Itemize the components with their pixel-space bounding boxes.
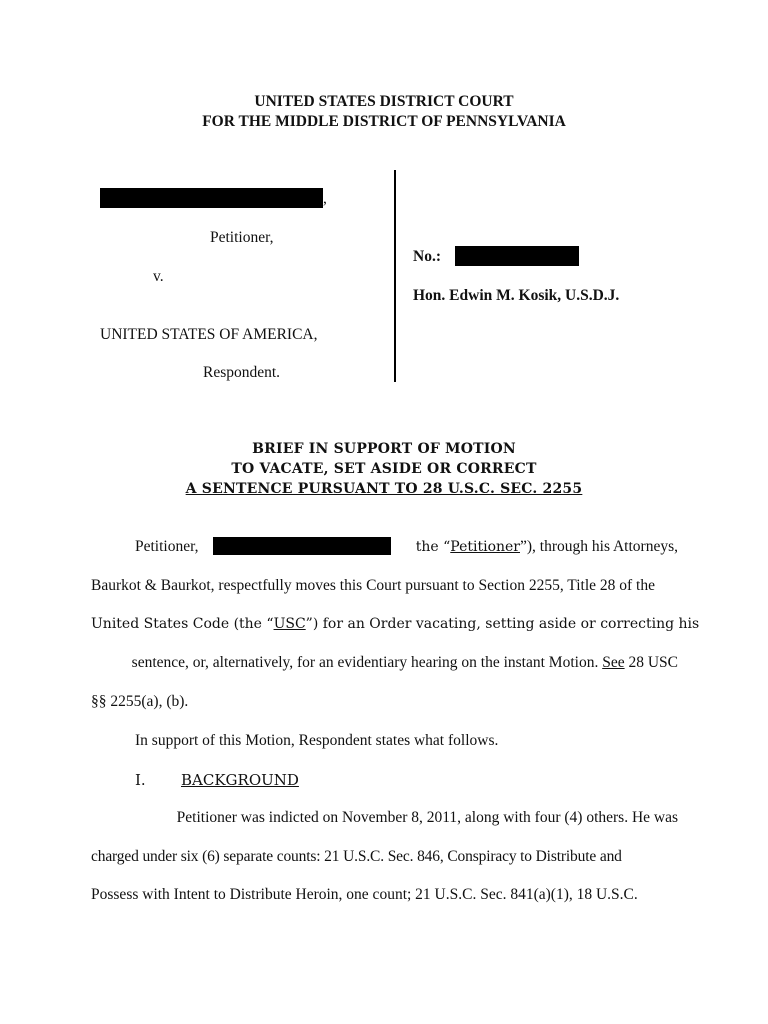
- caption-divider: [394, 170, 396, 382]
- p1-line1-rest: [391, 538, 678, 556]
- brief-title-line3: [0, 481, 768, 497]
- p1-line4-b: 28 USC: [624, 654, 678, 671]
- p1-line3: [91, 616, 700, 632]
- p3-line2: charged under six (6) separate counts: 21 U.S.C. Sec. 846, Conspiracy to Distribute and: [91, 848, 622, 865]
- versus-label: v.: [153, 268, 164, 285]
- p2: In support of this Motion, Respondent states what follows.: [135, 732, 499, 749]
- court-name: UNITED STATES DISTRICT COURT: [254, 93, 514, 110]
- respondent-name: UNITED STATES OF AMERICA,: [100, 326, 318, 343]
- petitioner-label: Petitioner,: [210, 229, 274, 246]
- p3-line1: Petitioner was indicted on November 8, 2011, along with four (4) others. He was: [176, 809, 678, 826]
- see-signal: See: [602, 654, 625, 671]
- case-number-label: No.:: [413, 248, 441, 265]
- usc-definition: USC: [273, 616, 306, 632]
- p1-line3-a-text: United States Code (the “: [91, 616, 274, 632]
- redacted-case-number: [455, 246, 579, 266]
- redacted-petitioner-name: [100, 188, 323, 208]
- p1-petitioner: Petitioner,: [135, 538, 199, 555]
- brief-title-line2: TO VACATE, SET ASIDE OR CORRECT: [231, 461, 537, 477]
- p1-the: the “: [415, 539, 451, 555]
- judge-name: Hon. Edwin M. Kosik, U.S.D.J.: [413, 287, 620, 304]
- brief-title-line1: BRIEF IN SUPPORT OF MOTION: [252, 441, 516, 457]
- p1-line3-a: [91, 616, 699, 632]
- p1-line5: §§ 2255(a), (b).: [91, 693, 189, 710]
- section-heading: BACKGROUND: [181, 771, 299, 789]
- p1-line4-a: sentence, or, alternatively, for an evidentiary hearing on the instant Motion.: [131, 654, 603, 671]
- p1-line3-b-text: ”) for an Order vacating, setting aside or correcting his: [305, 616, 700, 632]
- p1-line4: [91, 654, 678, 672]
- p1-after: ”), through his Attorneys,: [520, 538, 678, 555]
- p1-line2: Baurkot & Baurkot, respectfully moves this Court pursuant to Section 2255, Title 28 of the: [91, 577, 655, 594]
- brief-title-line3-text: A SENTENCE PURSUANT TO 28 U.S.C. SEC. 2255: [185, 481, 583, 497]
- petitioner-definition: Petitioner: [450, 539, 520, 555]
- section-number: I.: [135, 771, 146, 789]
- p3-line3: Possess with Intent to Distribute Heroin, one count; 21 U.S.C. Sec. 841(a)(1), 18 U.S.C.: [91, 886, 638, 903]
- respondent-label: Respondent.: [203, 364, 281, 381]
- court-district: FOR THE MIDDLE DISTRICT OF PENNSYLVANIA: [202, 113, 566, 130]
- redacted-petitioner-name-body: [213, 537, 391, 555]
- petitioner-comma: ,: [323, 190, 327, 207]
